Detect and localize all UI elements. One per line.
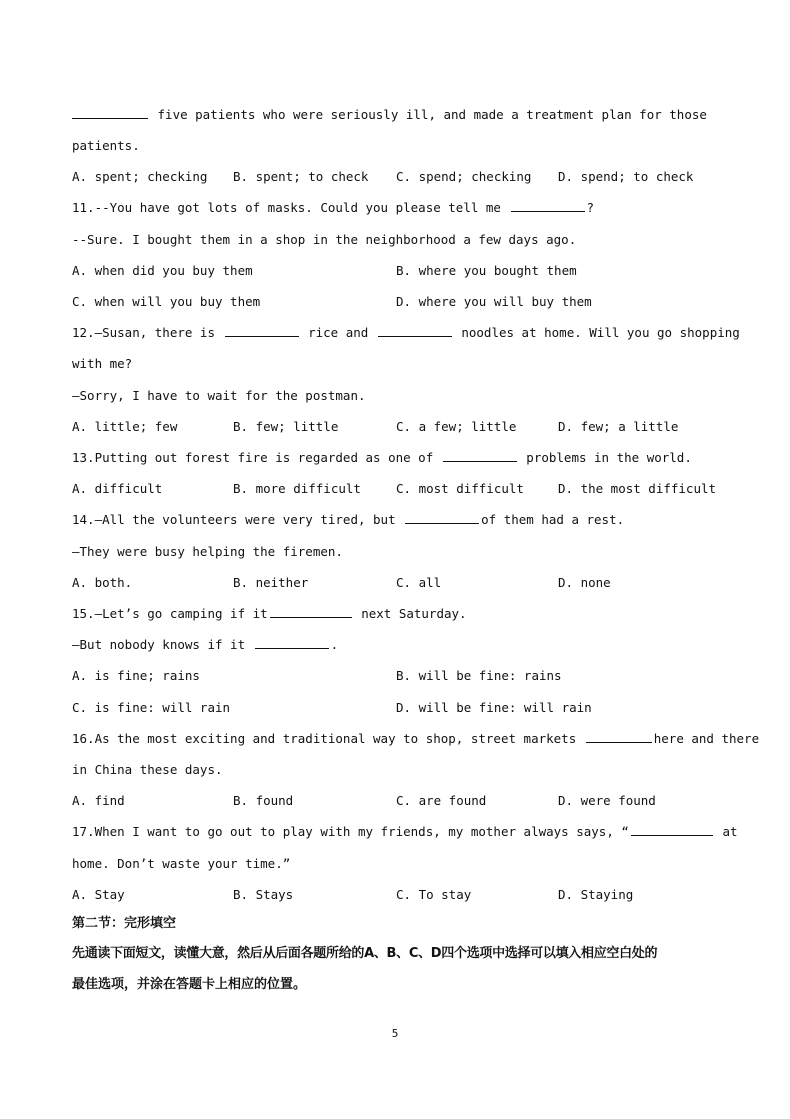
answer-blank: [225, 324, 299, 337]
page-number: 5: [391, 1027, 399, 1040]
q15-stem: [72, 604, 730, 624]
answer-blank: [255, 636, 329, 649]
answer-blank: [631, 823, 713, 836]
option-c: C. are found: [396, 793, 487, 808]
q15-reply: [72, 635, 730, 655]
q10-stem-text: five patients who were seriously ill, and made a treatment plan for those: [157, 107, 707, 122]
q17-stem-line2: home. Don’t waste your time.”: [72, 856, 291, 871]
q15-stem-text: 15.—Let’s go camping if it: [72, 606, 268, 621]
option-b: B. will be fine: rains: [396, 668, 562, 683]
option-d: D. few; a little: [558, 419, 679, 434]
q12-stem: [72, 323, 740, 343]
option-a: A. difficult: [72, 481, 163, 496]
option-c: C. most difficult: [396, 481, 524, 496]
q11-options-row2: [72, 292, 730, 312]
q12-stem-text-2: rice and: [308, 325, 369, 340]
section-instruction-line2: 最佳选项，并涂在答题卡上相应的位置。: [72, 977, 307, 992]
q17-options: [72, 885, 730, 905]
q13-stem: [72, 448, 730, 468]
q14-stem-text-2: of them had a rest.: [481, 512, 625, 527]
option-c: C. a few; little: [396, 419, 517, 434]
option-d: D. were found: [558, 793, 656, 808]
option-a: A. is fine; rains: [72, 668, 200, 683]
q12-options: [72, 417, 730, 437]
option-a: A. spent; checking: [72, 169, 208, 184]
option-b: B. neither: [233, 575, 309, 590]
option-d: D. none: [558, 575, 611, 590]
option-b: B. few; little: [233, 419, 339, 434]
q12-reply: —Sorry, I have to wait for the postman.: [72, 388, 366, 403]
option-d: D. Staying: [558, 887, 634, 902]
option-c: C. is fine: will rain: [72, 700, 231, 715]
q10-stem: [72, 105, 730, 125]
option-b: B. more difficult: [233, 481, 361, 496]
q14-stem-text: 14.—All the volunteers were very tired, but: [72, 512, 396, 527]
option-c: C. To stay: [396, 887, 472, 902]
q14-stem: [72, 510, 730, 530]
q13-stem-text: 13.Putting out forest fire is regarded as one of: [72, 450, 434, 465]
answer-blank: [511, 199, 585, 212]
q16-stem-text-2: here and there: [653, 731, 760, 746]
answer-blank: [378, 324, 452, 337]
option-d: D. the most difficult: [558, 481, 717, 496]
q15-reply-end: .: [330, 637, 339, 652]
q17-stem-text: 17.When I want to go out to play with my friends, my mother always says, “: [72, 824, 629, 839]
answer-blank: [405, 511, 479, 524]
option-c: C. all: [396, 575, 442, 590]
q11-reply: --Sure. I bought them in a shop in the neighborhood a few days ago.: [72, 232, 577, 247]
q12-stem-text-3: noodles at home. Will you go shopping: [461, 325, 740, 340]
option-b: B. found: [233, 793, 294, 808]
answer-blank: [270, 605, 352, 618]
option-a: A. when did you buy them: [72, 263, 253, 278]
q16-options: [72, 791, 730, 811]
answer-blank: [586, 730, 652, 743]
q11-stem-end: ?: [586, 200, 595, 215]
option-b: B. spent; to check: [233, 169, 369, 184]
option-d: D. will be fine: will rain: [396, 700, 592, 715]
q15-options-row1: [72, 666, 730, 686]
q10-options: [72, 167, 730, 187]
option-a: A. Stay: [72, 887, 125, 902]
q14-reply: —They were busy helping the firemen.: [72, 544, 343, 559]
option-b: B. Stays: [233, 887, 294, 902]
q16-stem-text: 16.As the most exciting and traditional way to shop, street markets: [72, 731, 577, 746]
option-b: B. where you bought them: [396, 263, 577, 278]
q16-stem-line2: in China these days.: [72, 762, 223, 777]
section-instruction: 先通读下面短文，读懂大意，然后从后面各题所给的A、B、C、D四个选项中选择可以填入相应空白处的: [72, 946, 658, 961]
q15-stem-text-2: next Saturday.: [361, 606, 467, 621]
option-d: D. spend; to check: [558, 169, 694, 184]
answer-blank: [72, 106, 148, 119]
section-title: 第二节：完形填空: [72, 916, 177, 931]
q15-options-row2: [72, 698, 730, 718]
q14-options: [72, 573, 730, 593]
q10-stem-line2: patients.: [72, 138, 140, 153]
q13-stem-text-2: problems in the world.: [526, 450, 692, 465]
q13-options: [72, 479, 730, 499]
option-c: C. when will you buy them: [72, 294, 261, 309]
q12-stem-text: 12.—Susan, there is: [72, 325, 215, 340]
q15-reply-text: —But nobody knows if it: [72, 637, 246, 652]
answer-blank: [443, 449, 517, 462]
q11-stem-text: 11.--You have got lots of masks. Could you please tell me: [72, 200, 501, 215]
option-a: A. find: [72, 793, 125, 808]
option-d: D. where you will buy them: [396, 294, 592, 309]
q11-options-row1: [72, 261, 730, 281]
q11-stem: [72, 198, 730, 218]
q16-stem: [72, 729, 760, 749]
q17-stem-text-2: at: [722, 824, 738, 839]
option-a: A. both.: [72, 575, 133, 590]
q12-stem-line2: with me?: [72, 356, 133, 371]
option-c: C. spend; checking: [396, 169, 532, 184]
option-a: A. little; few: [72, 419, 178, 434]
q17-stem: [72, 822, 738, 842]
